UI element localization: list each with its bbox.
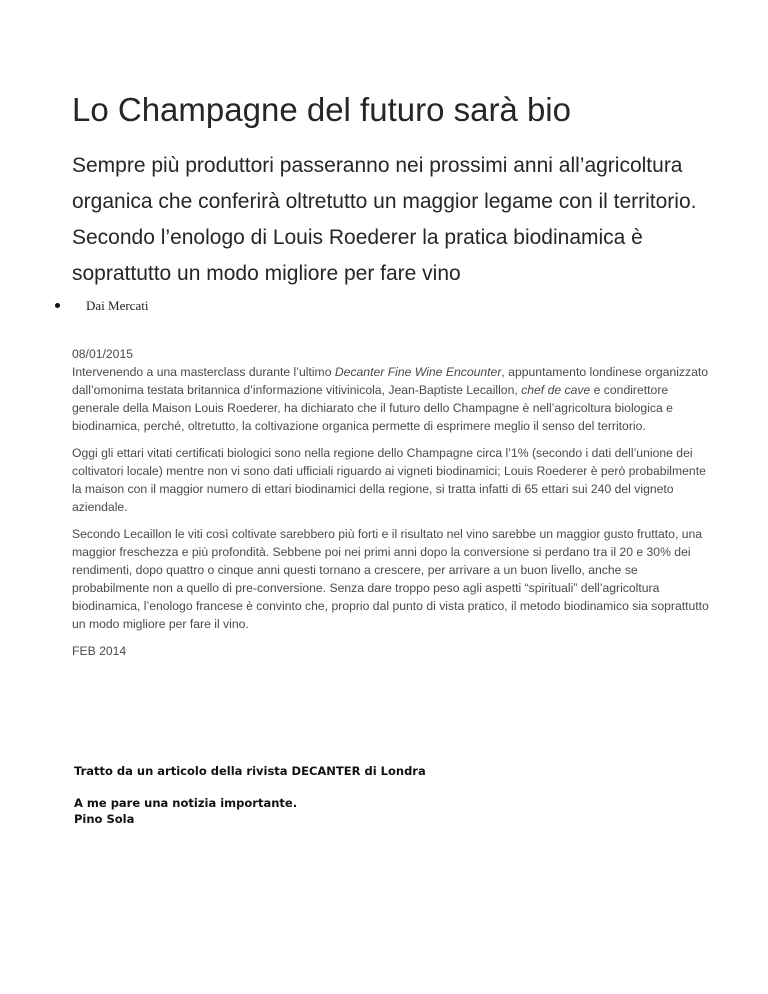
p1-text-c: e condirettore generale della Maison Louis Roederer, ha dichiarato che il futuro dello Champagne è nell’agricoltura biologica e biodinamica, perché, oltretutto, la coltivazione organica permette di esprimere meglio il senso del territorio. — [72, 383, 673, 433]
p1-text-a: Intervenendo a una masterclass durante l’ultimo — [72, 365, 335, 379]
author-name: Pino Sola — [74, 812, 135, 826]
category-list — [0, 297, 148, 315]
article-subtitle: Sempre più produttori passeranno nei prossimi anni all’agricoltura organica che conferirà oltretutto un maggior legame con il territorio. Secondo l’enologo di Louis Roederer la pratica biodinamica è soprattutto un modo migliore per fare vino — [72, 154, 697, 285]
paragraph-3: Secondo Lecaillon le viti così coltivate sarebbero più forti e il risultato nel vino sarebbe un maggior gusto fruttato, una maggior freschezza e più profondità. Sebbene poi nei primi anni dopo la conversione si perdano tra il 20 e 30% dei rendimenti, dopo quattro o cinque anni questi tornano a crescere, per arrivare a un buon livello, anche se probabilmente non a quello di pre-conversione. Senza dare troppo peso agli aspetti “spirituali” dell’agricoltura biodinamica, l’enologo francese è convinto che, proprio dal punto di vista pratico, il metodo biodinamico sia soprattutto un modo migliore per fare il vino. — [72, 527, 709, 631]
source-line: Tratto da un articolo della rivista DECANTER di Londra — [74, 764, 426, 778]
category-label: Dai Mercati — [86, 298, 149, 313]
p1-text-b: , appuntamento londinese organizzato dall’omonima testata britannica d’informazione vitivinicola, Jean-Baptiste Lecaillon, — [72, 365, 709, 397]
category-item — [0, 297, 148, 315]
article-date: 08/01/2015 — [72, 347, 133, 361]
article-title: Lo Champagne del futuro sarà bio — [72, 91, 571, 128]
footer-note — [74, 763, 674, 827]
comment-line: A me pare una notizia importante. — [74, 796, 298, 810]
bullet-icon — [55, 303, 60, 308]
event-name: Decanter Fine Wine Encounter — [334, 365, 502, 379]
paragraph-1 — [72, 363, 712, 435]
paragraph-2: Oggi gli ettari vitati certificati biologici sono nella regione dello Champagne circa l’1% (secondo i dati dell’unione dei coltivatori locale) mentre non vi sono dati ufficiali riguardo ai vigneti biodinamici; Louis Roederer è però probabilmente la maison con il maggior numero di ettari biodinamici della regione, si tratta infatti di 65 ettari sui 240 del vigneto aziendale. — [72, 446, 706, 514]
article-body — [72, 345, 712, 669]
role-term: chef de cave — [521, 383, 591, 397]
date-stamp: FEB 2014 — [72, 644, 127, 658]
